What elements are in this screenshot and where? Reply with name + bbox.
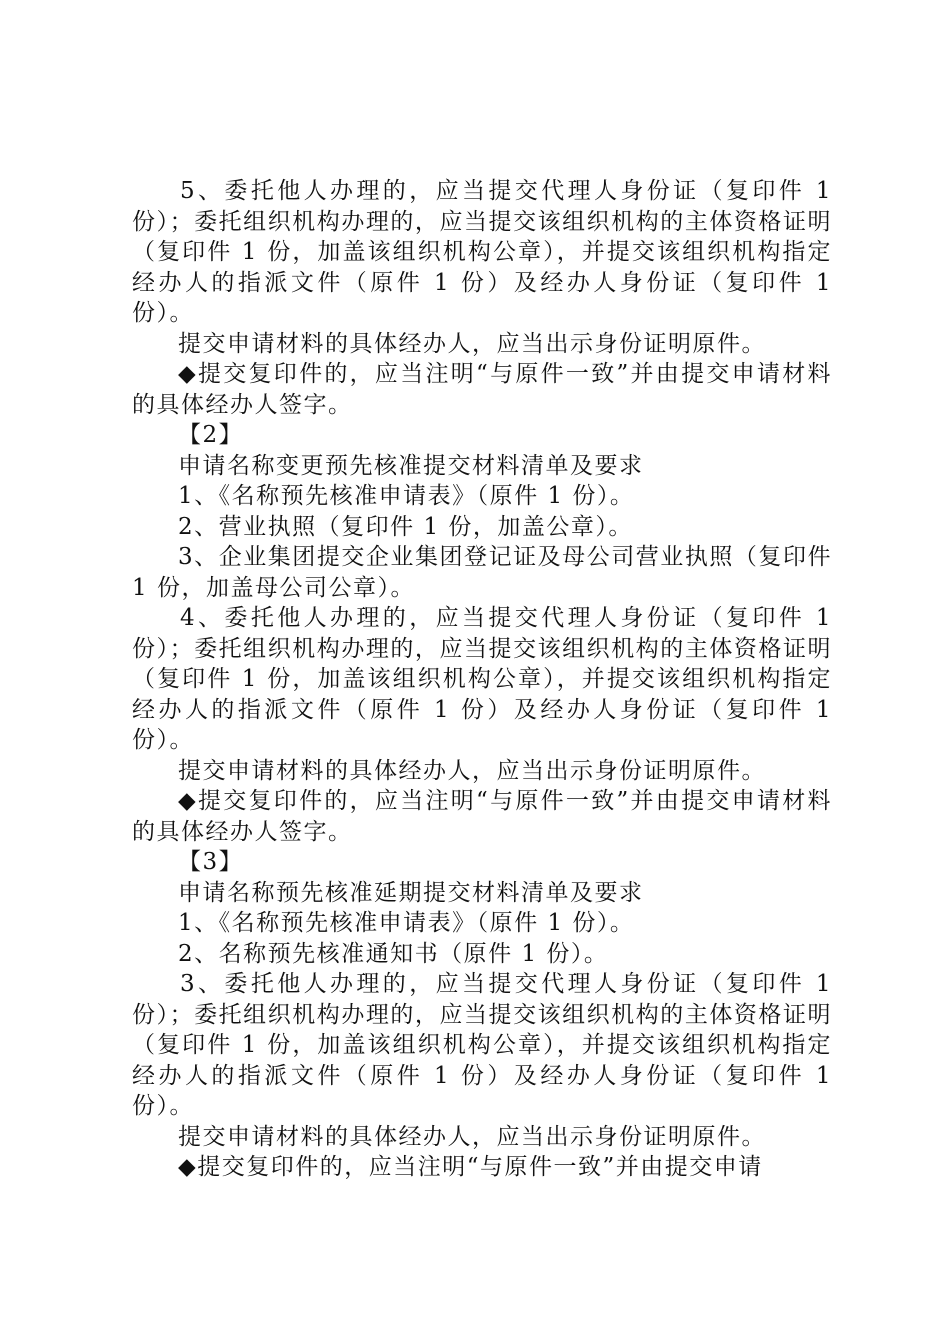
paragraph-show-id: 提交申请材料的具体经办人，应当出示身份证明原件。 xyxy=(178,330,766,357)
paragraph-show-id: 提交申请材料的具体经办人，应当出示身份证明原件。 xyxy=(178,1123,766,1150)
document-page xyxy=(132,176,832,1183)
paragraph-item-1-application-form: 1、《名称预先核准申请表》（原件 1 份）。 xyxy=(178,910,635,936)
paragraph-item-3-group-registration: 3、企业集团提交企业集团登记证及母公司营业执照（复印件 1 份，加盖母公司公章）。 xyxy=(132,544,832,601)
paragraph-item-2-business-license: 2、营业执照（复印件 1 份，加盖公章）。 xyxy=(178,513,633,540)
paragraph-copy-note: ◆提交复印件的，应当注明“与原件一致”并由提交申请材料的具体经办人签字。 xyxy=(132,788,832,845)
paragraph-copy-note-partial: ◆提交复印件的，应当注明“与原件一致”并由提交申请 xyxy=(178,1154,763,1180)
paragraph-item-5-entrust: 5、委托他人办理的，应当提交代理人身份证（复印件 1 份）；委托组织机构办理的，应当提交该组织机构的主体资格证明（复印件 1 份，加盖该组织机构公章），并提交该组织机构指定经办人的指派文件（原件 1 份）及经办人身份证（复印件 1 份）。 xyxy=(132,178,832,326)
paragraph-show-id: 提交申请材料的具体经办人，应当出示身份证明原件。 xyxy=(178,757,766,784)
section-title-name-change: 申请名称变更预先核准提交材料清单及要求 xyxy=(178,452,644,479)
section-heading-2: 【2】 xyxy=(178,422,244,448)
section-heading-3: 【3】 xyxy=(178,849,244,875)
paragraph-item-4-entrust: 4、委托他人办理的，应当提交代理人身份证（复印件 1 份）；委托组织机构办理的，应当提交该组织机构的主体资格证明（复印件 1 份，加盖该组织机构公章），并提交该组织机构指定经办人的指派文件（原件 1 份）及经办人身份证（复印件 1 份）。 xyxy=(132,605,832,753)
paragraph-item-2-approval-notice: 2、名称预先核准通知书（原件 1 份）。 xyxy=(178,940,609,967)
section-title-extension: 申请名称预先核准延期提交材料清单及要求 xyxy=(178,879,644,906)
paragraph-copy-note: ◆提交复印件的，应当注明“与原件一致”并由提交申请材料的具体经办人签字。 xyxy=(132,361,832,418)
paragraph-item-3-entrust: 3、委托他人办理的，应当提交代理人身份证（复印件 1 份）；委托组织机构办理的，应当提交该组织机构的主体资格证明（复印件 1 份，加盖该组织机构公章），并提交该组织机构指定经办人的指派文件（原件 1 份）及经办人身份证（复印件 1 份）。 xyxy=(132,971,832,1119)
paragraph-item-1-application-form: 1、《名称预先核准申请表》（原件 1 份）。 xyxy=(178,483,635,509)
